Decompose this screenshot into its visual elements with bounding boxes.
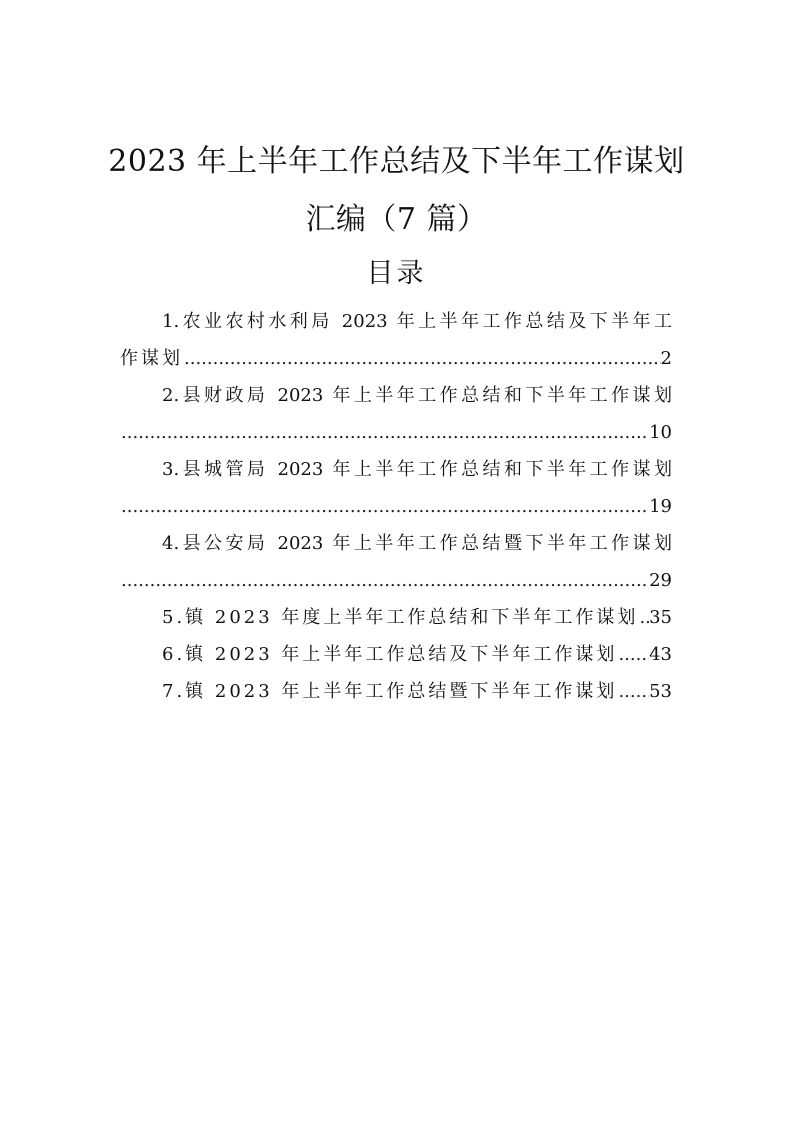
toc-entry-page: 10 <box>649 422 672 443</box>
dot-leader <box>617 673 649 710</box>
toc-entry-page: 35 <box>649 607 672 628</box>
toc-entry-title-continued: 作谋划 <box>120 348 183 369</box>
document-title-line-2: 汇编（7 篇） <box>305 202 488 237</box>
dot-leader <box>617 636 649 673</box>
dot-leader <box>183 340 661 377</box>
dot-leader <box>120 562 649 599</box>
toc-entry-title: 1.农业农村水利局 2023 年上半年工作总结及下半年工 <box>162 311 672 332</box>
toc-entry-page: 43 <box>649 644 672 665</box>
toc-entry-page: 19 <box>649 496 672 517</box>
toc-entry-page: 2 <box>660 348 672 369</box>
toc-entry-title: 4.县公安局 2023 年上半年工作总结暨下半年工作谋划 <box>162 533 672 554</box>
toc-entry-page: 53 <box>649 681 672 702</box>
dot-leader <box>120 414 649 451</box>
dot-leader <box>120 488 649 525</box>
table-of-contents <box>120 303 672 710</box>
toc-entry-2[interactable] <box>120 377 672 451</box>
toc-entry-title: 7.镇 2023 年上半年工作总结暨下半年工作谋划 <box>162 681 618 702</box>
toc-entry-title: 5.镇 2023 年度上半年工作总结和下半年工作谋划 <box>162 607 639 628</box>
toc-entry-title: 6.镇 2023 年上半年工作总结及下半年工作谋划 <box>162 644 618 665</box>
toc-entry-title: 3.县城管局 2023 年上半年工作总结和下半年工作谋划 <box>162 459 672 480</box>
toc-entry-title: 2.县财政局 2023 年上半年工作总结和下半年工作谋划 <box>162 385 672 406</box>
toc-entry-5[interactable] <box>120 599 672 636</box>
toc-entry-6[interactable] <box>120 636 672 673</box>
toc-entry-7[interactable] <box>120 673 672 710</box>
toc-entry-3[interactable] <box>120 451 672 525</box>
toc-entry-4[interactable] <box>120 525 672 599</box>
dot-leader <box>638 599 649 636</box>
toc-entry-1[interactable] <box>120 303 672 377</box>
document-title-line-1: 2023 年上半年工作总结及下半年工作谋划 <box>108 144 685 179</box>
toc-entry-page: 29 <box>649 570 672 591</box>
toc-heading: 目录 <box>366 258 427 289</box>
